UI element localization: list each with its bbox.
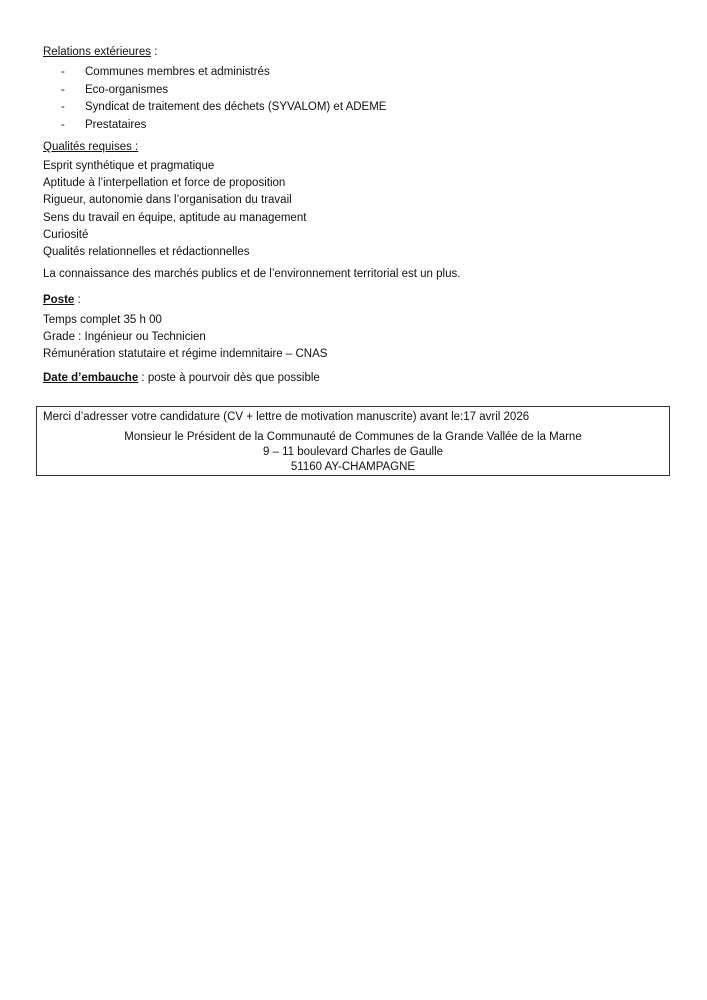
list-item: Rémunération statutaire et régime indemnitaire – CNAS (43, 348, 328, 361)
list-item: Grade : Ingénieur ou Technicien (43, 331, 206, 344)
list-item: Sens du travail en équipe, aptitude au management (43, 211, 307, 224)
list-item: Temps complet 35 h 00 (43, 314, 162, 326)
list-item (61, 64, 386, 82)
candidature-box (36, 406, 670, 476)
bullet-dash: - (61, 101, 65, 113)
poste-heading-label: Poste (43, 294, 75, 306)
candidature-intro: Merci d’adresser votre candidature (CV + lettre de motivation manuscrite) avant le:17 avril 2026 (43, 411, 530, 423)
embauche-line (43, 370, 320, 386)
qualites-heading-label: Qualités requises : (43, 141, 139, 153)
bullet-dash: - (61, 83, 65, 96)
list-item (61, 82, 386, 100)
list-item: Curiosité (43, 228, 89, 241)
embauche-text: : poste à pourvoir dès que possible (138, 372, 320, 384)
relations-heading-label: Relations extérieures (43, 46, 152, 58)
relations-heading-suffix: : (151, 46, 158, 58)
list-item: Rigueur, autonomie dans l’organisation du travail (43, 194, 292, 207)
list-item-text: Communes membres et administrés (85, 66, 270, 78)
poste-list (43, 312, 327, 364)
list-item (61, 117, 386, 135)
qualites-list (43, 158, 306, 261)
bullet-dash: - (61, 118, 65, 131)
list-item: Qualités relationnelles et rédactionnelles (43, 245, 250, 258)
qualites-note: La connaissance des marchés publics et de l’environnement territorial est un plus. (43, 268, 461, 280)
bullet-dash: - (61, 66, 65, 78)
address-line-recipient: Monsieur le Président de la Communauté de Communes de la Grande Vallée de la Marne (124, 431, 582, 443)
poste-heading-suffix: : (74, 294, 81, 306)
list-item: Aptitude à l’interpellation et force de proposition (43, 177, 286, 190)
list-item-text: Eco-organismes (85, 83, 169, 96)
relations-list (61, 64, 386, 134)
address-line-street: 9 – 11 boulevard Charles de Gaulle (262, 446, 444, 458)
list-item: Esprit synthétique et pragmatique (43, 160, 215, 172)
relations-heading (43, 44, 157, 60)
list-item-text: Prestataires (85, 118, 147, 131)
embauche-heading: Date d’embauche (43, 372, 139, 384)
poste-heading (43, 292, 81, 308)
address-line-city: 51160 AY-CHAMPAGNE (290, 461, 416, 473)
list-item (61, 99, 386, 117)
qualites-heading (43, 139, 138, 155)
list-item-text: Syndicat de traitement des déchets (SYVALOM) et ADEME (85, 101, 387, 113)
